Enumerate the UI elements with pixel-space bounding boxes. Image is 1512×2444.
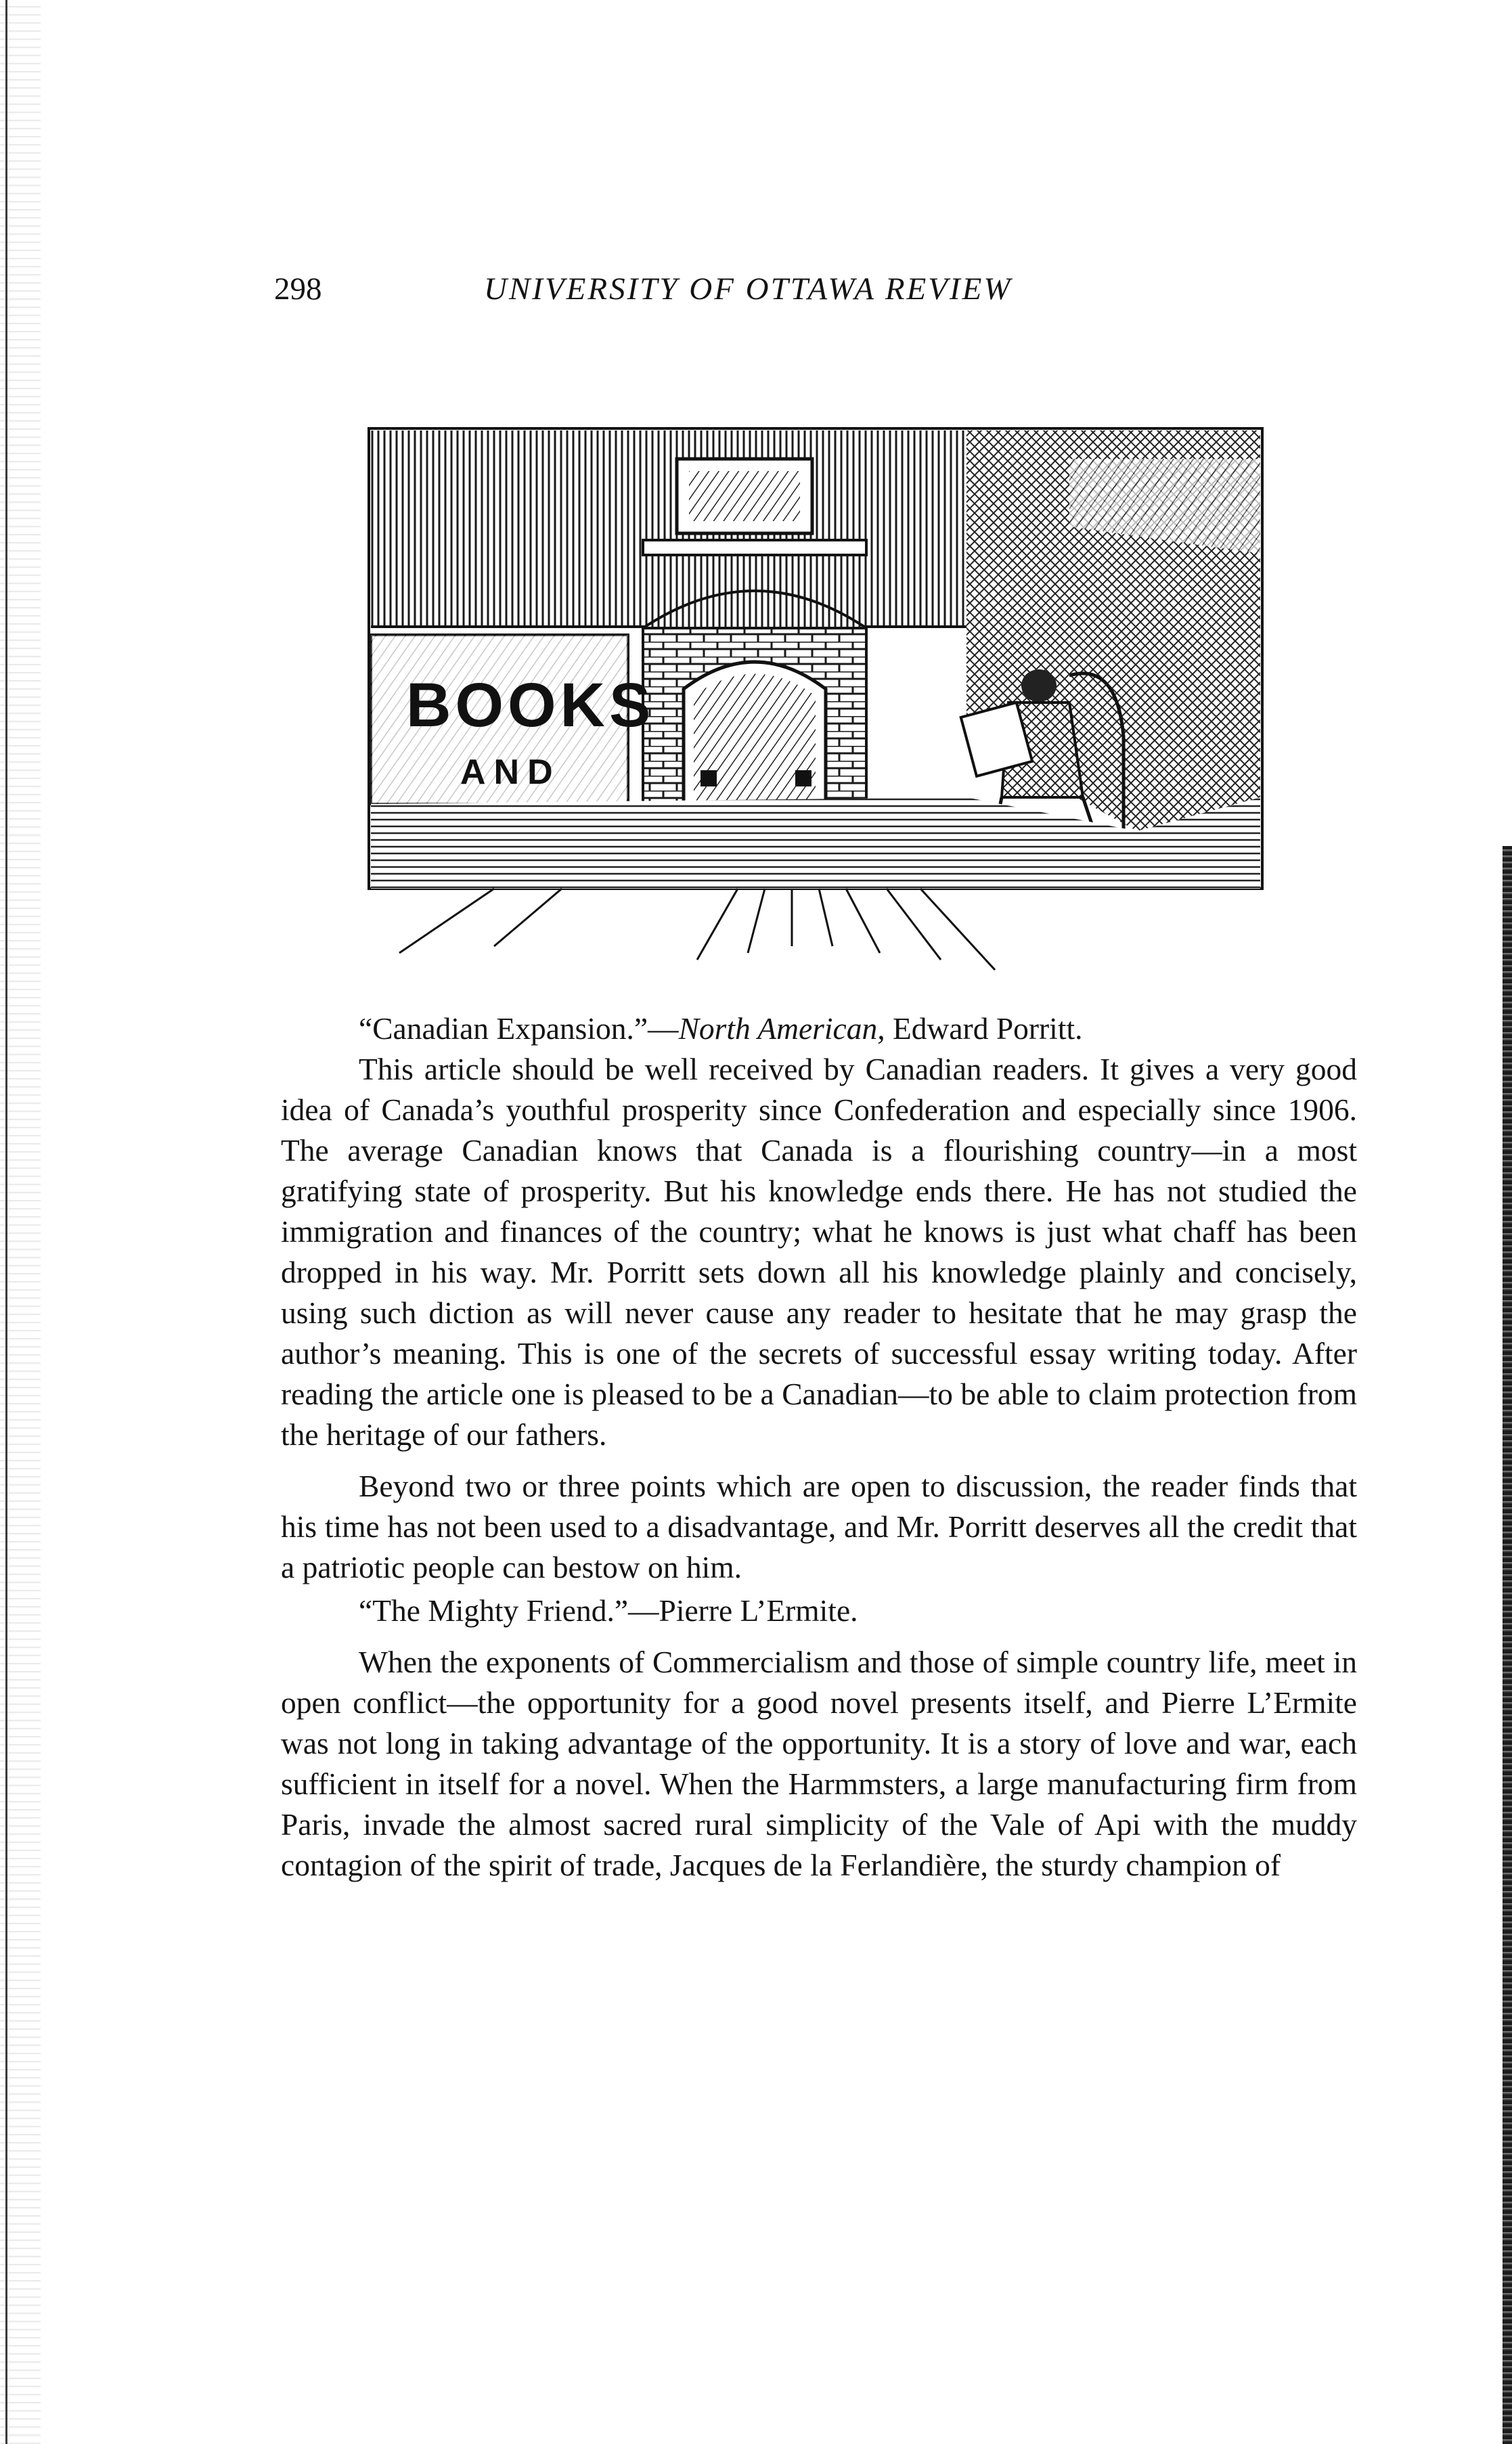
- books-and-reviews-illustration: [359, 418, 1272, 973]
- sign-word-and: AND: [460, 753, 561, 792]
- running-title: UNIVERSITY OF OTTAWA REVIEW: [484, 271, 1013, 307]
- review1-paragraph-2: Beyond two or three points which are open to discussion, the reader finds that his time has not been used to a disadvantage, and Mr. Porritt deserves all the credit that a patriotic people can bestow on him.: [281, 1469, 1357, 1584]
- scan-edge-right: [1503, 846, 1512, 2444]
- review1-paragraph-1: This article should be well received by Canadian readers. It gives a very good idea of Canada’s youthful prosperity since Confederation and especially since 1906. The average Canadian knows that Canada is a flourishing country—in a most gratifying state of prosperity. But his knowledge ends there. He has not studied the immigration and finances of the country; what he knows is just what chaff has been dropped in his way. Mr. Porritt sets down all his knowledge plainly and concisely, using such diction as will never cause any reader to hesitate that he may grasp the author’s meaning. This is one of the secrets of successful essay writing today. After reading the article one is pleased to be a Canadian—to be able to claim protection from the heritage of our fathers.: [281, 1052, 1357, 1452]
- review1-author: Edward Porritt.: [885, 1011, 1083, 1046]
- sign-word-books: BOOKS: [406, 671, 655, 740]
- page-number: 298: [274, 271, 322, 307]
- review1-heading: [281, 1008, 1357, 1049]
- scan-edge-line: [5, 0, 7, 2444]
- review1-source: North American,: [678, 1011, 885, 1046]
- article-body: [281, 1008, 1357, 1886]
- review1-title: “Canadian Expansion.”—: [359, 1011, 679, 1046]
- review2-heading: “The Mighty Friend.”—Pierre L’Ermite.: [359, 1593, 858, 1628]
- review2-paragraph-1: When the exponents of Commercialism and those of simple country life, meet in open conflict—the opportunity for a good novel presents itself, and Pierre L’Ermite was not long in taking advantage of the opportunity. It is a story of love and war, each sufficient in itself for a novel. When the Harmmsters, a large manufacturing firm from Paris, invade the almost sacred rural simplicity of the Vale of Api with the muddy contagion of the spirit of trade, Jacques de la Ferlandière, the sturdy champion of: [281, 1645, 1357, 1882]
- running-header: [274, 271, 1357, 318]
